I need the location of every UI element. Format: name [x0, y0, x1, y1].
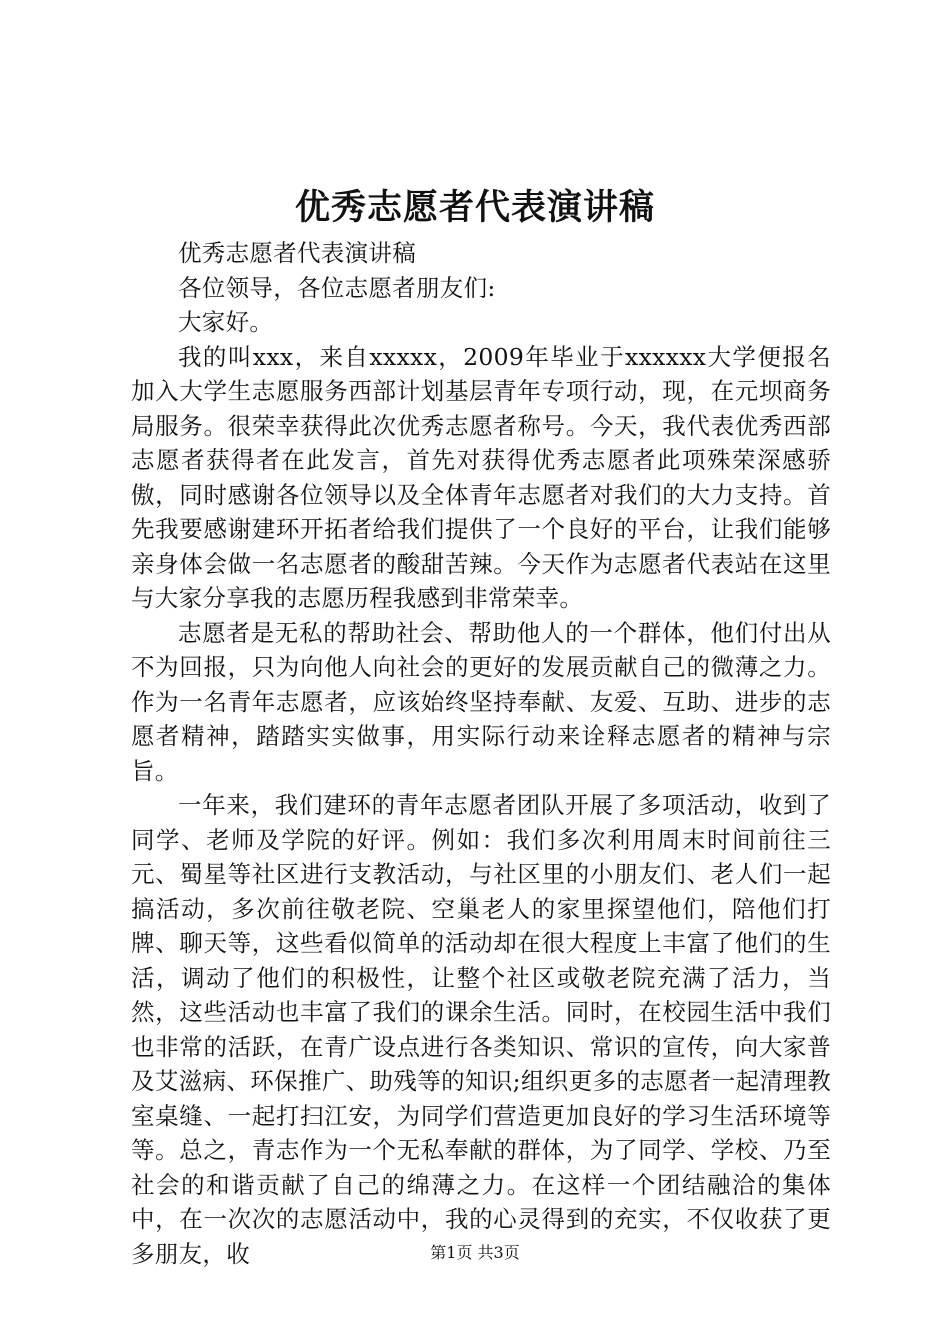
document-body — [131, 236, 831, 1271]
paragraph-introduction: 我的叫xxx，来自xxxxx，2009年毕业于xxxxxx大学便报名加入大学生志愿服务西部计划基层青年专项行动，现，在元坝商务局服务。很荣幸获得此次优秀志愿者称号。今天，我代表优秀西部志愿者获得者在此发言，首先对获得优秀志愿者此项殊荣深感骄傲，同时感谢各位领导以及全体青年志愿者对我们的大力支持。首先我要感谢建环开拓者给我们提供了一个良好的平台，让我们能够亲身体会做一名志愿者的酸甜苦辣。今天作为志愿者代表站在这里与大家分享我的志愿历程我感到非常荣幸。 — [131, 342, 831, 612]
document-title: 优秀志愿者代表演讲稿 — [294, 187, 655, 228]
paragraph-greeting: 大家好。 — [178, 308, 274, 336]
page-number-footer: 第1页 共3页 — [430, 1243, 520, 1262]
paragraph-activities: 一年来，我们建环的青年志愿者团队开展了多项活动，收到了同学、老师及学院的好评。例如：我们多次利用周末时间前往三元、蜀星等社区进行支教活动，与社区里的小朋友们、老人们一起搞活动，多次前往敬老院、空巢老人的家里探望他们，陪他们打牌、聊天等，这些看似简单的活动却在很大程度上丰富了他们的生活，调动了他们的积极性，让整个社区或敬老院充满了活力，当然，这些活动也丰富了我们的课余生活。同时，在校园生活中我们也非常的活跃，在青广设点进行各类知识、常识的宣传，向大家普及艾滋病、环保推广、助残等的知识;组织更多的志愿者一起清理教室桌缝、一起打扫江安，为同学们营造更加良好的学习生活环境等等。总之，青志作为一个无私奉献的群体，为了同学、学校、乃至社会的和谐贡献了自己的绵薄之力。在这样一个团结融洽的集体中，在一次次的志愿活动中，我的心灵得到的充实，不仅收获了更多朋友，收 — [131, 791, 831, 1268]
paragraph-subtitle: 优秀志愿者代表演讲稿 — [178, 239, 416, 267]
paragraph-volunteer-spirit: 志愿者是无私的帮助社会、帮助他人的一个群体，他们付出从不为回报，只为向他人向社会的更好的发展贡献自己的微薄之力。作为一名青年志愿者，应该始终坚持奉献、友爱、互助、进步的志愿者精神，踏踏实实做事，用实际行动来诠释志愿者的精神与宗旨。 — [131, 618, 831, 785]
paragraph-salutation: 各位领导，各位志愿者朋友们: — [178, 273, 496, 302]
